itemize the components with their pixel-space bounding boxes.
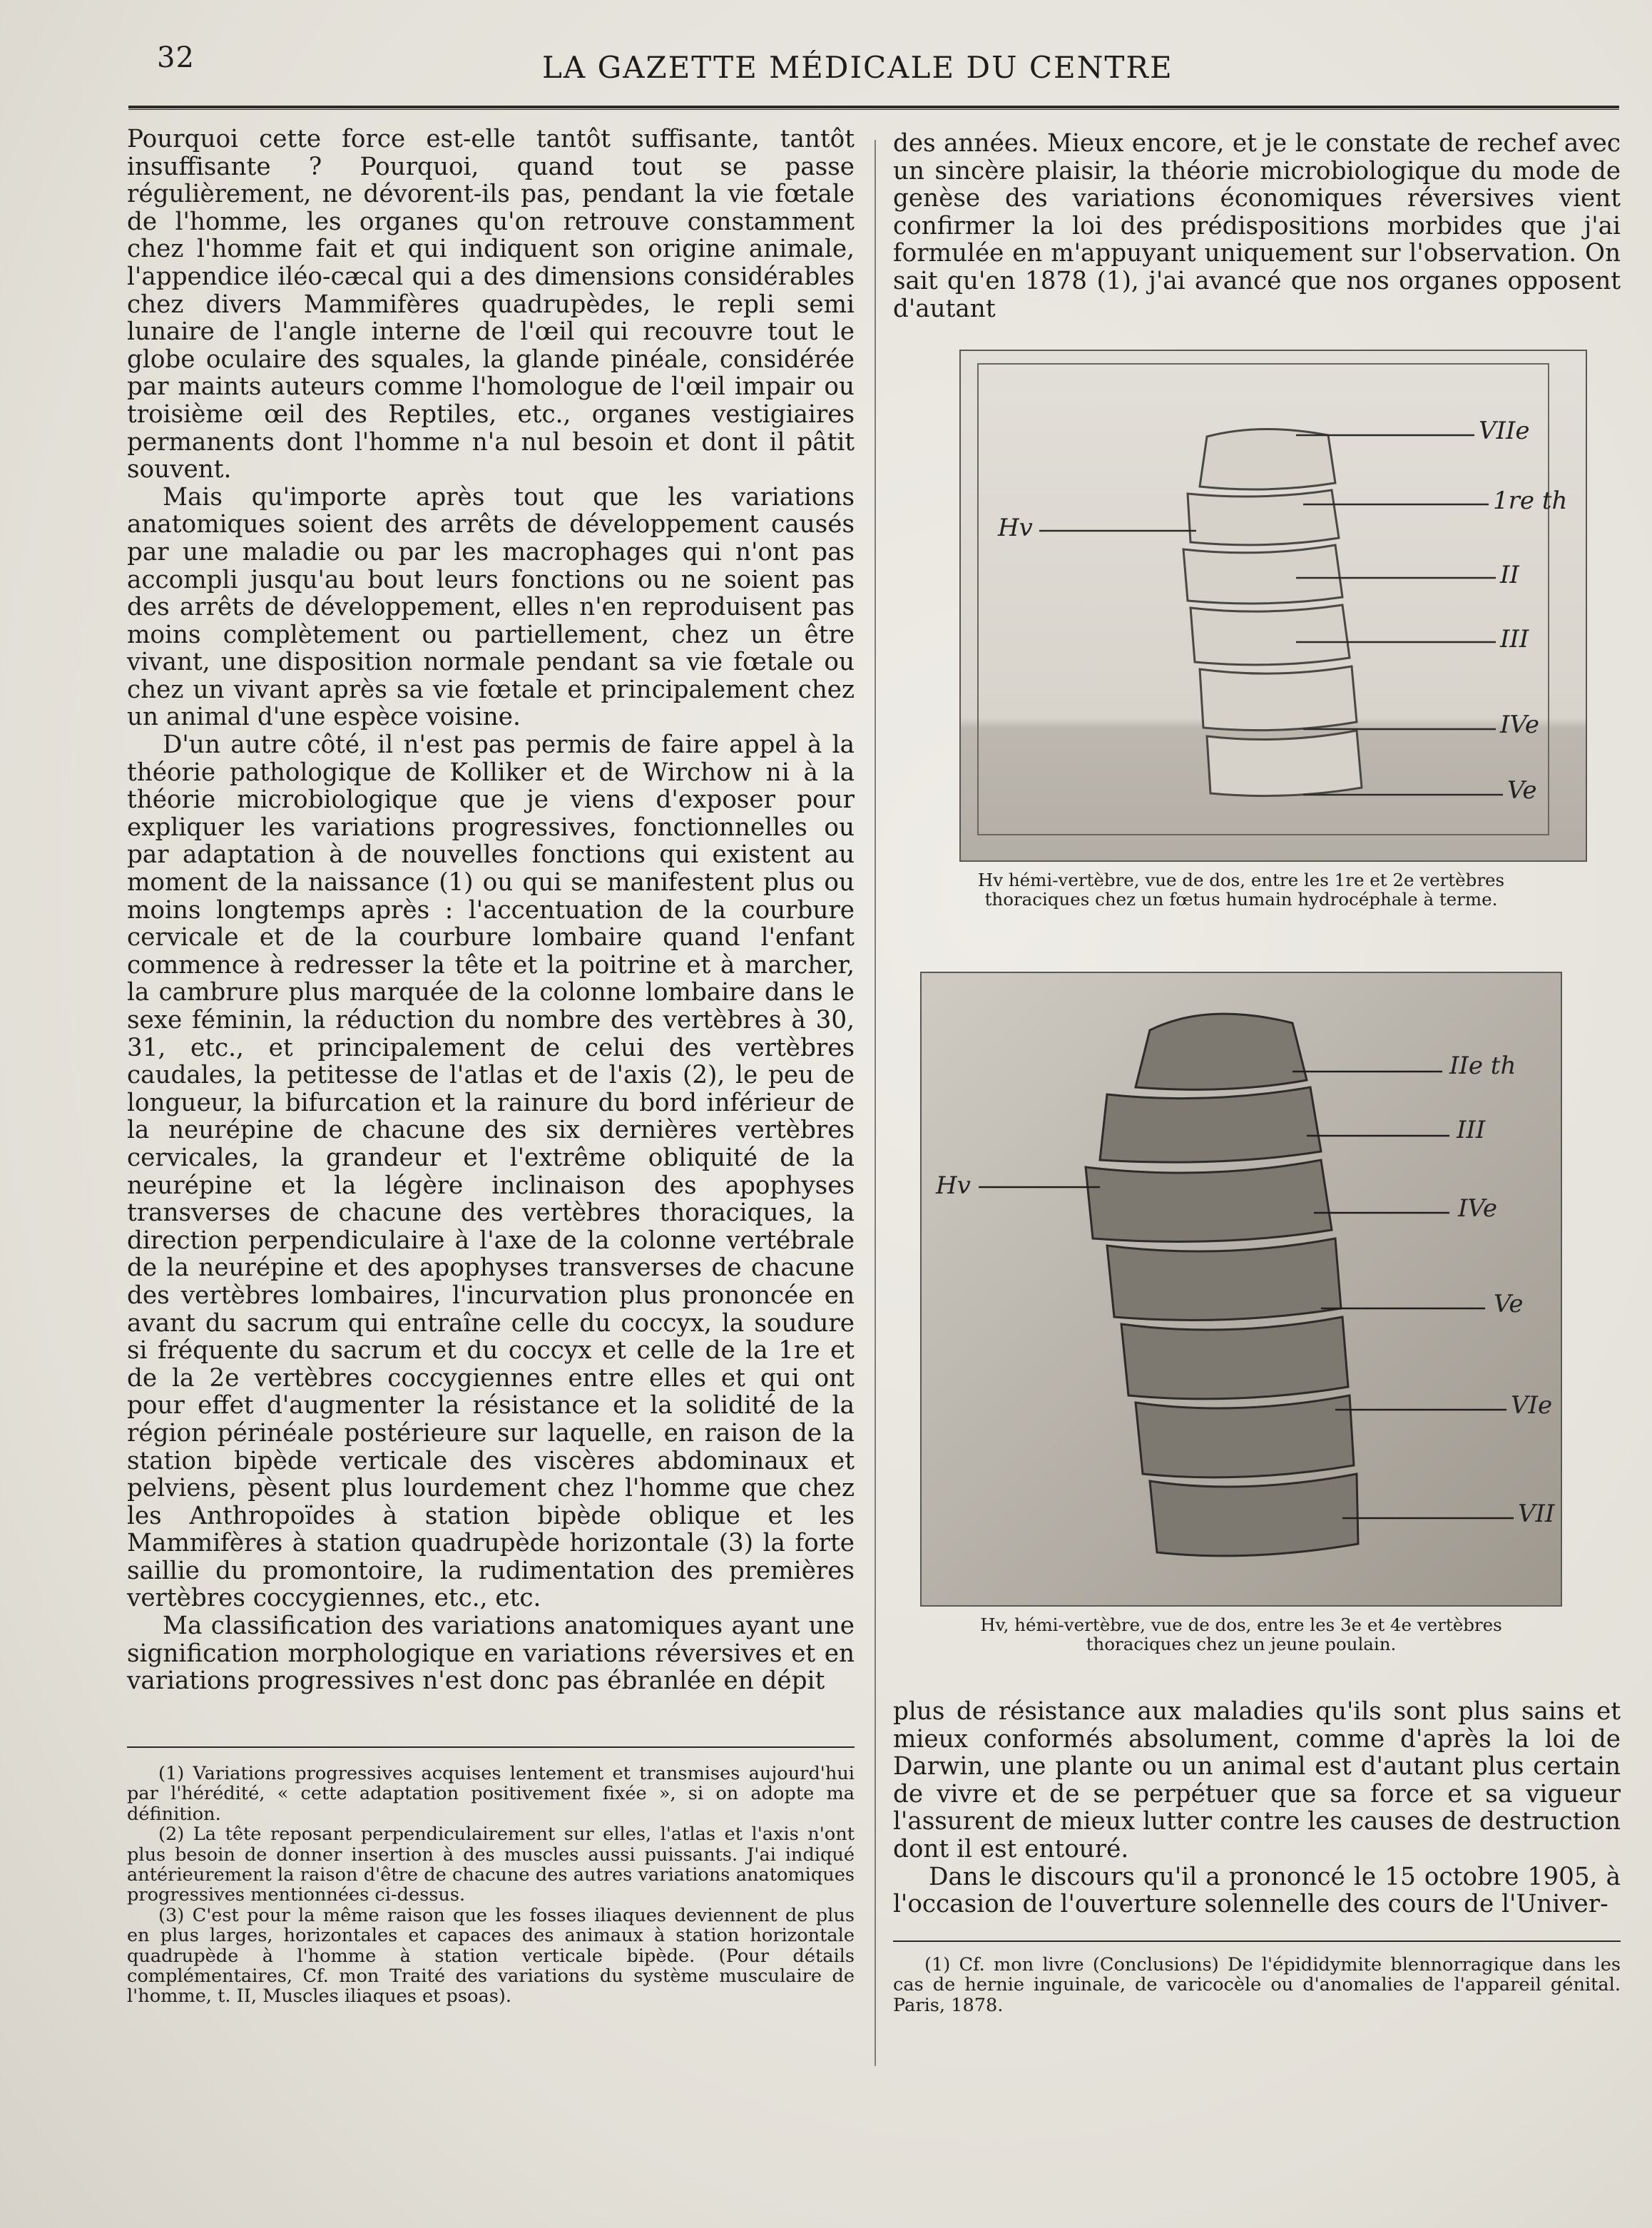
figure-label: IVe (1458, 1194, 1497, 1223)
figure-label: III (1500, 625, 1529, 653)
paragraph: des années. Mieux encore, et je le constate de rechef avec un sincère plaisir, la théorie microbiologique du mode de genèse des variations économiques réversives vient confirmer la loi des prédispositions morbides que j'ai formulée en m'appuyant uniquement sur l'observation. On sait qu'en 1878 (1), j'ai avancé que nos organes opposent d'autant (893, 129, 1621, 323)
header-rule (128, 106, 1619, 110)
column-divider (875, 140, 876, 2066)
figure-label: II (1500, 561, 1519, 589)
figure-2-plate (920, 972, 1562, 1607)
journal-title: LA GAZETTE MÉDICALE DU CENTRE (542, 50, 1173, 85)
figure-label: IIe th (1449, 1052, 1516, 1080)
figure-label: Hv (998, 514, 1033, 542)
figure-2-caption: Hv, hémi-vertèbre, vue de dos, entre les 3e et 4e vertèbres thoraciques chez un jeune poulain. (980, 1614, 1502, 1654)
figure-label: VIIe (1479, 417, 1530, 445)
figure-1-caption: Hv hémi-vertèbre, vue de dos, entre les 1re et 2e vertèbres thoraciques chez un fœtus humain hydrocéphale à terme. (977, 870, 1505, 910)
figure-1 (920, 350, 1568, 910)
figure-label: Ve (1507, 776, 1537, 805)
right-column-bottom (893, 1698, 1621, 1918)
figure-label: Hv (936, 1171, 971, 1200)
left-column (127, 126, 855, 1695)
figure-label: III (1457, 1116, 1486, 1144)
figure-label: VIe (1511, 1391, 1553, 1420)
paragraph: Mais qu'importe après tout que les variations anatomiques soient des arrêts de développement causés par une maladie ou par les macrophages qui n'ont pas accompli jusqu'au bout leurs fonctions ou ne soient pas des arrêts de développement, elles n'en reproduisent pas moins complètement ou partiellement, chez un être vivant, une disposition normale pendant sa vie fœtale ou chez un vivant après sa vie fœtale et principalement chez un animal d'une espèce voisine. (127, 482, 855, 732)
right-footnotes (893, 1940, 1621, 2015)
figure-label: IVe (1500, 711, 1539, 739)
figure-label: 1re th (1493, 487, 1568, 515)
footnote: (3) C'est pour la même raison que les fosses iliaques deviennent de plus en plus larges, horizontales et capaces des animaux à station horizontale quadrupède à l'homme à station verticale bipède. (Pour détails complémentaires, Cf. mon Traité des variations du système musculaire de l'homme, t. II, Muscles iliaques et psoas). (127, 1904, 855, 2008)
footnote: (1) Variations progressives acquises lentement et transmises aujourd'hui par l'hérédité, « cette adaptation positivement fixée », si on adopte ma définition. (127, 1763, 855, 1825)
figure-1-plate (959, 350, 1587, 862)
paragraph: plus de résistance aux maladies qu'ils sont plus sains et mieux conformés absolument, comme d'après la loi de Darwin, une plante ou un animal est d'autant plus certain de vivre et de se perpétuer que sa force et sa vigueur l'assurent de mieux lutter contre les causes de destruction dont il est entouré. (893, 1697, 1621, 1863)
figure-label: VII (1518, 1500, 1555, 1528)
footnote: (1) Cf. mon livre (Conclusions) De l'épididymite blennorragique dans les cas de hernie inguinale, de varicocèle ou d'anomalies de l'appareil génital. Paris, 1878. (893, 1954, 1621, 2016)
footnote: (2) La tête reposant perpendiculairement sur elles, l'atlas et l'axis n'ont plus besoin de donner insertion à des muscles aussi puissants. J'ai indiqué antérieurement la raison d'être de chacune des autres variations anatomiques progressives mentionnées ci-dessus. (127, 1823, 855, 1906)
paragraph: Ma classification des variations anatomiques ayant une signification morphologique en variations réversives et en variations progressives n'est donc pas ébranlée en dépit (127, 1612, 855, 1696)
right-column-top (893, 130, 1621, 322)
page-number: 32 (157, 41, 195, 74)
paragraph: Pourquoi cette force est-elle tantôt suffisante, tantôt insuffisante ? Pourquoi, quand tout se passe régulièrement, ne dévorent-ils pas, pendant la vie fœtale de l'homme, les organes qu'on retrouve constamment chez l'homme fait et qui indiquent son origine animale, l'appendice iléo-cæcal qui a des dimensions considérables chez divers Mammifères quadrupèdes, le repli semi lunaire de l'angle interne de l'œil qui recouvre tout le globe oculaire des squales, la glande pinéale, considérée par maints auteurs comme l'homologue de l'œil impair ou troisième œil des Reptiles, etc., organes vestigiaires permanents dont l'homme n'a nul besoin et dont il pâtit souvent. (127, 125, 855, 484)
paragraph: Dans le discours qu'il a prononcé le 15 octobre 1905, à l'occasion de l'ouverture solennelle des cours de l'Univer- (893, 1862, 1621, 1919)
left-footnotes (127, 1746, 855, 2007)
figure-label: Ve (1494, 1290, 1524, 1318)
figure-2 (920, 972, 1562, 1654)
paragraph: D'un autre côté, il n'est pas permis de faire appel à la théorie pathologique de Kolliker et de Wirchow ni à la théorie microbiologique que je viens d'exposer pour expliquer les variations progressives, fonctionnelles ou par adaptation à de nouvelles fonctions qui existent au moment de la naissance (1) ou qui se manifestent plus ou moins longtemps après : l'accentuation de la courbure cervicale et de la courbure lombaire quand l'enfant commence à redresser la tête et la poitrine et à marcher, la cambrure plus marquée de la colonne lombaire dans le sexe féminin, la réduction du nombre des vertèbres à 30, 31, etc., et principalement de celui des vertèbres caudales, la petitesse de l'atlas et de l'axis (2), le peu de longueur, la bifurcation et la rainure du bord inférieur de la neurépine de chacune des six dernières vertèbres cervicales, la grandeur et l'extrême obliquité de la neurépine et la légère inclinaison des apophyses transverses de chacune des vertèbres thoraciques, la direction perpendiculaire à l'axe de la colonne vertébrale de la neurépine et des apophyses transverses de chacune des vertèbres lombaires, l'incurvation plus prononcée en avant du sacrum qui entraîne celle du coccyx, la soudure si fréquente du sacrum et du coccyx et celle de la 1re et de la 2e vertèbres coccygiennes entre elles et qui ont pour effet d'augmenter la résistance et la solidité de la région périnéale postérieure sur laquelle, en raison de la station bipède verticale des viscères abdominaux et pelviens, pèsent plus lourdement chez l'homme que chez les Anthropoïdes à station bipède oblique et les Mammifères à station quadrupède horizontale (3) la forte saillie du promontoire, la rudimentation des premières vertèbres coccygiennes, etc., etc. (127, 731, 855, 1613)
